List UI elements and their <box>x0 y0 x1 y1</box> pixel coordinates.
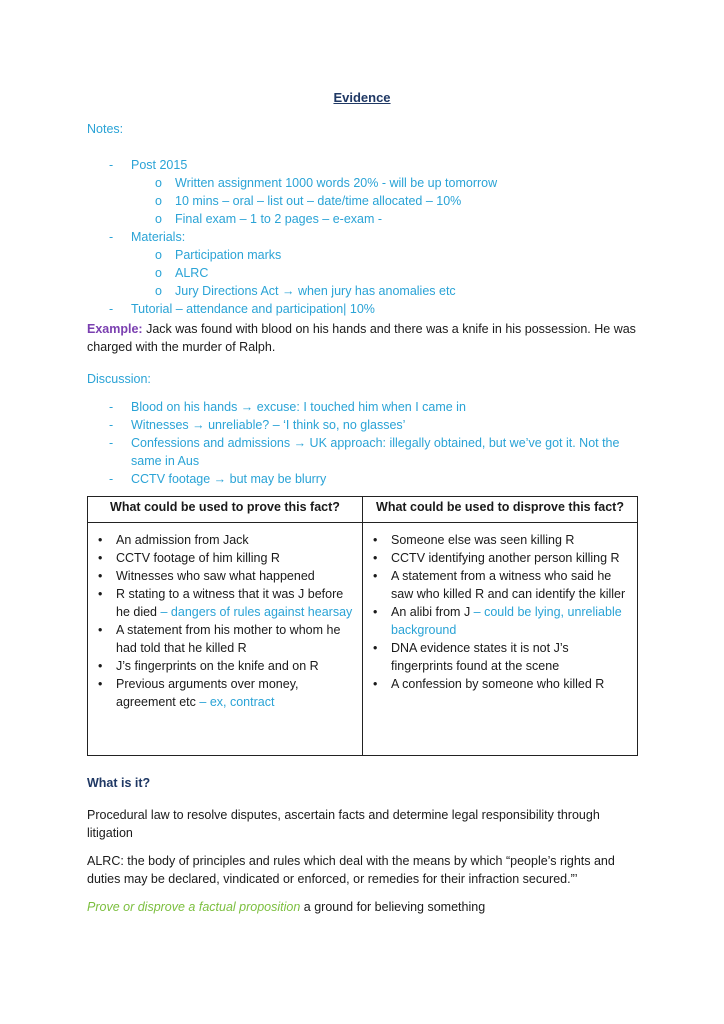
prove-item: • Previous arguments over money, agreement etc – ex, contract <box>98 677 299 709</box>
prove-header: What could be used to prove this fact? <box>88 497 363 523</box>
disprove-item: • Someone else was seen killing R <box>373 533 575 547</box>
disprove-item: • A statement from a witness who said he saw who killed R and can identify the killer <box>373 569 626 601</box>
whatisit-paragraph-1: Procedural law to resolve disputes, ascertain facts and determine legal responsibility through litigation <box>87 808 600 840</box>
prove-item: • A statement from his mother to whom he had told that he killed R <box>98 623 341 655</box>
example-section <box>87 320 647 356</box>
disprove-header: What could be used to disprove this fact? <box>363 497 638 523</box>
notes-subitem: o Jury Directions Act → when jury has anomalies etc <box>155 284 456 298</box>
discussion-section <box>87 370 647 488</box>
prove-item: • An admission from Jack <box>98 533 249 547</box>
notes-item: - Tutorial – attendance and participation| 10% <box>109 302 375 316</box>
whatisit-heading: What is it? <box>87 776 151 790</box>
notes-subitem: o ALRC <box>155 266 209 280</box>
discussion-item: - Witnesses → unreliable? – ‘I think so, no glasses’ <box>109 418 406 432</box>
prove-item: • Witnesses who saw what happened <box>98 569 315 583</box>
whatisit-paragraph-3: Prove or disprove a factual proposition a ground for believing something <box>87 900 486 914</box>
prove-item: • R stating to a witness that it was J before he died – dangers of rules against hearsay <box>98 587 353 619</box>
prove-cell <box>88 523 363 756</box>
notes-item: - Post 2015 <box>109 158 188 172</box>
notes-section <box>87 120 647 318</box>
highlighted-phrase: Prove or disprove a factual proposition <box>87 900 301 914</box>
notes-subitem: o Final exam – 1 to 2 pages – e-exam - <box>155 212 383 226</box>
notes-subitem: o Written assignment 1000 words 20% - will be up tomorrow <box>155 176 498 190</box>
notes-heading: Notes: <box>87 122 124 136</box>
example-label: Example: <box>87 322 143 336</box>
notes-subitem: o 10 mins – oral – list out – date/time allocated – 10% <box>155 194 462 208</box>
whatisit-section <box>87 774 647 916</box>
page-title: Evidence <box>333 90 391 105</box>
disprove-item: • CCTV identifying another person killing R <box>373 551 620 565</box>
discussion-item: - CCTV footage → but may be blurry <box>109 472 327 486</box>
disprove-cell <box>363 523 638 756</box>
prove-item: • J’s fingerprints on the knife and on R <box>98 659 319 673</box>
prove-item: • CCTV footage of him killing R <box>98 551 280 565</box>
disprove-item: • An alibi from J – could be lying, unreliable background <box>373 605 622 637</box>
discussion-item: - Blood on his hands → excuse: I touched him when I came in <box>109 400 466 414</box>
disprove-item: • DNA evidence states it is not J’s fingerprints found at the scene <box>373 641 569 673</box>
notes-item: - Materials: <box>109 230 186 244</box>
notes-subitem: o Participation marks <box>155 248 282 262</box>
discussion-item: - Confessions and admissions → UK approach: illegally obtained, but we’ve got it. Not the same in Aus <box>109 436 620 468</box>
disprove-item: • A confession by someone who killed R <box>373 677 605 691</box>
whatisit-paragraph-2: ALRC: the body of principles and rules which deal with the means by which “people’s rights and duties may be declared, vindicated or enforced, or remedies for their infraction secured.”’ <box>87 854 615 886</box>
evidence-table <box>87 496 638 756</box>
example-text: Jack was found with blood on his hands and there was a knife in his possession. He was charged with the murder of Ralph. <box>87 322 636 354</box>
discussion-heading: Discussion: <box>87 372 151 386</box>
